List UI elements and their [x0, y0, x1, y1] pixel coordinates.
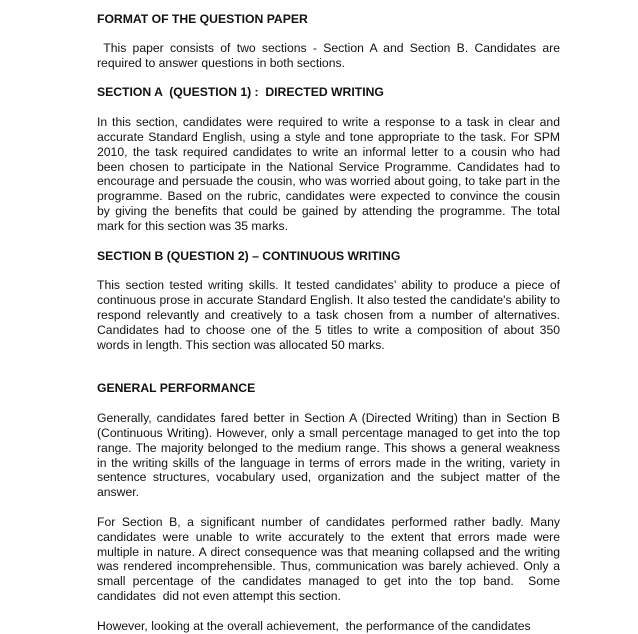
format-heading: FORMAT OF THE QUESTION PAPER	[97, 12, 308, 26]
general-paragraph-1: Generally, candidates fared better in Section A (Directed Writing) than in Section B (Continuous Writing). However, only a small percentage managed to get into the top range. The majority belonged to the medium range. This shows a general weakness in the writing skills of the language in terms of errors made in the writing, variety in sentence structures, vocabulary used, organization and the subject matter of the answer.	[97, 411, 564, 500]
spacer	[97, 396, 560, 411]
section-a-paragraph: In this section, candidates were required to write a response to a task in clear and accurate Standard English, using a style and tone appropriate to the task. For SPM 2010, the task required candidates to write an informal letter to a cousin who had been chosen to participate in the National Service Programme. Candidates had to encourage and persuade the cousin, who was worried about going, to take part in the programme. Based on the rubric, candidates were expected to convince the cousin by giving the benefits that could be gained by attending the programme. The total mark for this section was 35 marks.	[97, 115, 564, 233]
spacer	[97, 70, 560, 85]
spacer	[97, 27, 560, 41]
spacer	[97, 234, 560, 249]
section-a-heading: SECTION A (QUESTION 1) : DIRECTED WRITING	[97, 85, 384, 100]
section-b-heading: SECTION B (QUESTION 2) – CONTINUOUS WRITING	[97, 248, 401, 263]
general-performance-heading: GENERAL PERFORMANCE	[97, 381, 256, 396]
spacer	[97, 100, 560, 115]
spacer	[97, 604, 560, 619]
spacer	[97, 263, 560, 278]
document-page	[97, 12, 564, 634]
general-paragraph-3: However, looking at the overall achievement, the performance of the candidates	[97, 618, 531, 633]
spacer	[97, 352, 560, 381]
general-paragraph-2: For Section B, a significant number of candidates performed rather badly. Many candidates were unable to write accurately to the extent that errors made were multiple in nature. A direct consequence was that meaning collapsed and the writing was rendered incomprehensible. Thus, communication was barely achieved. Only a small percentage of the candidates managed to get into the top band. Some candidates did not even attempt this section.	[97, 514, 564, 603]
spacer	[97, 500, 560, 515]
format-paragraph: This paper consists of two sections - Section A and Section B. Candidates are required to answer questions in both sections.	[97, 40, 564, 70]
section-b-paragraph: This section tested writing skills. It tested candidates’ ability to produce a piece of continuous prose in accurate Standard English. It also tested the candidate's ability to respond relevantly and creatively to a task chosen from a number of alternatives. Candidates had to choose one of the 5 titles to write a composition of about 350 words in length. This section was allocated 50 marks.	[97, 278, 564, 352]
